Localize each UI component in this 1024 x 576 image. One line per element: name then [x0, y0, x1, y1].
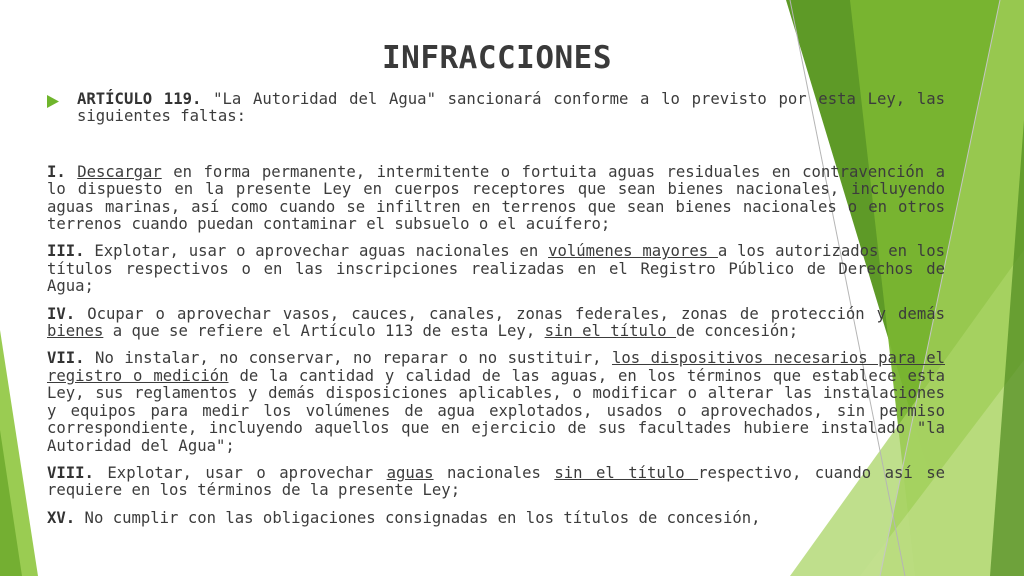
- item-number: IV.: [47, 304, 76, 323]
- underlined-term: sin el título: [554, 463, 699, 482]
- intro-paragraph: [47, 91, 945, 126]
- slide-title: INFRACCIONES: [382, 40, 612, 76]
- item-i: I. Descargar en forma permanente, intermitente o fortuita aguas residuales en contravención a lo dispuesto en la presente Ley en cuerpos receptores que sean bienes nacionales, incluyendo aguas marinas, así como cuando se infiltren en terrenos que sean bienes nacionales o en otros terrenos cuando puedan contaminar el subsuelo o el acuífero;: [47, 162, 945, 234]
- underlined-term: Descargar: [77, 162, 162, 181]
- intro-text: "La Autoridad del Agua" sancionará conforme a lo previsto por esta Ley, las siguientes faltas:: [77, 90, 945, 126]
- item-xv: XV. No cumplir con las obligaciones consignadas en los títulos de concesión,: [47, 508, 761, 527]
- item-number: VIII.: [47, 463, 94, 482]
- item-iii: III. Explotar, usar o aprovechar aguas nacionales en volúmenes mayores a los autorizados en los títulos respectivos o en las inscripciones realizadas en el Registro Público de Derechos de Agua;: [47, 242, 945, 296]
- item-vii: VII. No instalar, no conservar, no reparar o no sustituir, los dispositivos necesarios para el registro o medición de la cantidad y calidad de las aguas, en los términos que establece esta Ley, sus reglamentos y demás disposiciones aplicables, o modificar o alterar las instalaciones y equipos para medir los volúmenes de agua explotados, usados o aprovechados, sin permiso correspondiente, incluyendo aquellos que en ejercicio de sus facultades hubiere instalado "la Autoridad del Agua";: [47, 349, 945, 455]
- item-number: III.: [47, 242, 85, 261]
- underlined-term: los dispositivos necesarios para el registro o medición: [47, 349, 945, 385]
- item-number: VII.: [47, 349, 85, 368]
- item-viii: VIII. Explotar, usar o aprovechar aguas nacionales sin el título respectivo, cuando así se requiere en los términos de la presente Ley;: [47, 463, 945, 500]
- item-iv: IV. Ocupar o aprovechar vasos, cauces, canales, zonas federales, zonas de protección y demás bienes a que se refiere el Artículo 113 de esta Ley, sin el título de concesión;: [47, 304, 945, 341]
- slide-body: [47, 91, 945, 537]
- item-number: I.: [47, 162, 66, 181]
- underlined-term: bienes: [47, 322, 104, 341]
- underlined-term: aguas: [386, 463, 434, 482]
- underlined-term: sin el título: [544, 322, 677, 341]
- article-label: ARTÍCULO 119.: [77, 90, 202, 108]
- underlined-term: volúmenes mayores: [548, 242, 718, 261]
- item-number: XV.: [47, 508, 76, 527]
